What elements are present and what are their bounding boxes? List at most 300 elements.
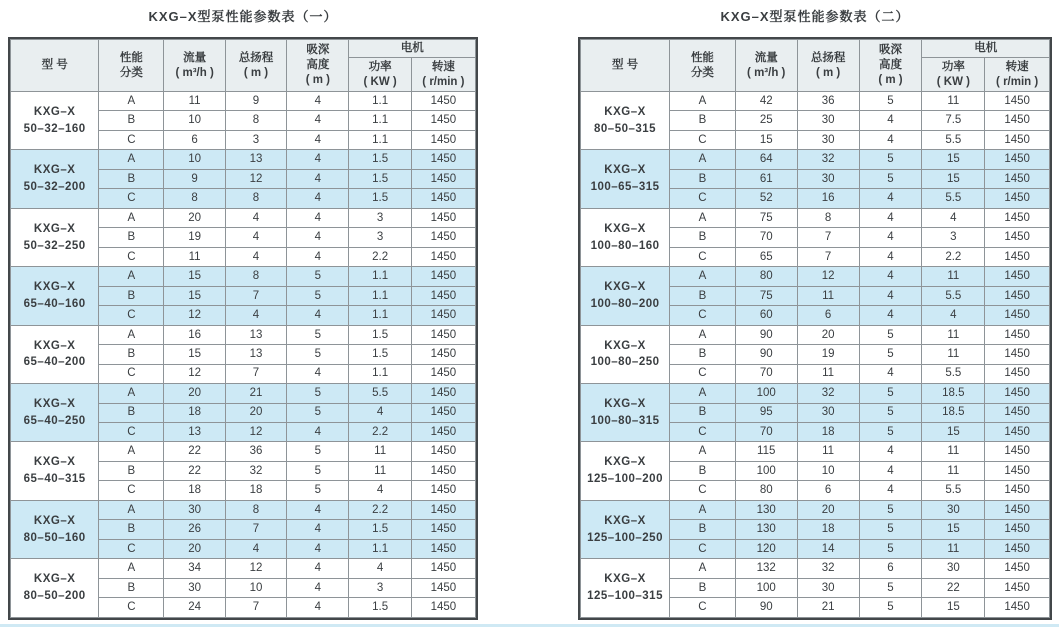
data-row: [581, 92, 1050, 111]
model-cell: [11, 208, 99, 266]
suction-depth-cell: 5: [287, 461, 349, 480]
motor-speed-cell: 1450: [411, 267, 475, 286]
suction-depth-cell: 5: [859, 500, 922, 519]
model-cell-line: KXG–X: [604, 456, 646, 469]
data-row: [11, 208, 476, 227]
perf-class-cell: B: [670, 345, 736, 364]
header-flow-line: 流量: [754, 51, 778, 64]
perf-class-cell: A: [670, 267, 736, 286]
motor-speed-cell: 1450: [411, 189, 475, 208]
data-row: [581, 500, 1050, 519]
suction-depth-cell: 5: [287, 384, 349, 403]
data-row: [11, 150, 476, 169]
motor-power-cell: 11: [349, 461, 411, 480]
motor-power-cell: 5.5: [922, 364, 985, 383]
motor-power-cell: 5.5: [922, 189, 985, 208]
flow-cell: 10: [164, 111, 225, 130]
motor-power-cell: 1.1: [349, 111, 411, 130]
motor-speed-cell: 1450: [411, 228, 475, 247]
perf-class-cell: C: [99, 306, 164, 325]
header-motor: 电机: [349, 40, 476, 58]
motor-power-cell: 2.2: [349, 500, 411, 519]
data-row: [581, 267, 1050, 286]
header-motor-power-line: 功率: [368, 60, 392, 73]
suction-depth-cell: 5: [287, 481, 349, 500]
motor-speed-cell: 1450: [411, 520, 475, 539]
motor-power-cell: 5.5: [922, 286, 985, 305]
header-perf-class-line: 分类: [119, 66, 143, 79]
header-suction-depth-line: 吸深: [306, 44, 330, 57]
flow-cell: 130: [735, 520, 797, 539]
motor-power-cell: 1.1: [349, 306, 411, 325]
flow-cell: 24: [164, 598, 225, 618]
table-body: [11, 92, 476, 618]
flow-cell: 75: [735, 208, 797, 227]
total-head-cell: 18: [797, 422, 859, 441]
motor-speed-cell: 1450: [411, 559, 475, 578]
model-cell: [581, 267, 670, 325]
suction-depth-cell: 4: [287, 150, 349, 169]
motor-power-cell: 15: [922, 150, 985, 169]
header-total-head-line: ( m ): [243, 66, 269, 79]
header-motor-power-line: ( KW ): [363, 75, 397, 88]
model-cell-line: 65–40–160: [23, 297, 86, 310]
perf-class-cell: C: [99, 130, 164, 149]
model-cell-line: KXG–X: [604, 339, 646, 352]
motor-speed-cell: 1450: [985, 403, 1050, 422]
motor-power-cell: 18.5: [922, 384, 985, 403]
flow-cell: 10: [164, 150, 225, 169]
total-head-cell: 9: [225, 92, 286, 111]
motor-speed-cell: 1450: [985, 461, 1050, 480]
perf-class-cell: A: [670, 150, 736, 169]
perf-class-cell: A: [99, 267, 164, 286]
motor-speed-cell: 1450: [985, 286, 1050, 305]
perf-class-cell: C: [670, 306, 736, 325]
flow-cell: 61: [735, 169, 797, 188]
perf-class-cell: A: [99, 325, 164, 344]
perf-class-cell: B: [670, 578, 736, 597]
perf-class-cell: C: [670, 598, 736, 618]
perf-class-cell: B: [99, 520, 164, 539]
header-motor-speed-line: 转速: [1005, 60, 1029, 73]
suction-depth-cell: 4: [287, 111, 349, 130]
header-total-head: [225, 40, 286, 92]
data-row: [581, 208, 1050, 227]
motor-speed-cell: 1450: [985, 130, 1050, 149]
perf-class-cell: B: [670, 461, 736, 480]
motor-power-cell: 5.5: [922, 130, 985, 149]
header-motor-power-line: 功率: [941, 60, 965, 73]
suction-depth-cell: 4: [859, 228, 922, 247]
model-cell: [11, 150, 99, 208]
suction-depth-cell: 4: [287, 169, 349, 188]
total-head-cell: 7: [797, 228, 859, 247]
motor-power-cell: 2.2: [349, 422, 411, 441]
suction-depth-cell: 4: [287, 539, 349, 558]
suction-depth-cell: 5: [859, 403, 922, 422]
suction-depth-cell: 5: [287, 267, 349, 286]
header-model: 型 号: [581, 40, 670, 92]
suction-depth-cell: 5: [287, 286, 349, 305]
total-head-cell: 30: [797, 169, 859, 188]
header-perf-class: [670, 40, 736, 92]
header-model: 型 号: [11, 40, 99, 92]
motor-power-cell: 11: [349, 442, 411, 461]
motor-speed-cell: 1450: [411, 286, 475, 305]
flow-cell: 19: [164, 228, 225, 247]
model-cell-line: KXG–X: [604, 514, 646, 527]
perf-class-cell: B: [99, 461, 164, 480]
total-head-cell: 7: [225, 286, 286, 305]
model-cell: [581, 500, 670, 558]
total-head-cell: 8: [225, 500, 286, 519]
suction-depth-cell: 4: [287, 520, 349, 539]
model-cell: [581, 208, 670, 266]
header-suction-depth: [287, 40, 349, 92]
motor-power-cell: 4: [349, 403, 411, 422]
motor-speed-cell: 1450: [411, 403, 475, 422]
motor-speed-cell: 1450: [985, 422, 1050, 441]
perf-class-cell: B: [99, 403, 164, 422]
suction-depth-cell: 4: [287, 500, 349, 519]
suction-depth-cell: 4: [859, 130, 922, 149]
perf-class-cell: C: [99, 364, 164, 383]
motor-speed-cell: 1450: [985, 442, 1050, 461]
motor-power-cell: 4: [349, 481, 411, 500]
motor-speed-cell: 1450: [411, 578, 475, 597]
suction-depth-cell: 4: [287, 247, 349, 266]
suction-depth-cell: 5: [859, 92, 922, 111]
flow-cell: 13: [164, 422, 225, 441]
motor-speed-cell: 1450: [985, 481, 1050, 500]
data-row: [11, 384, 476, 403]
motor-speed-cell: 1450: [985, 189, 1050, 208]
total-head-cell: 20: [225, 403, 286, 422]
flow-cell: 12: [164, 306, 225, 325]
total-head-cell: 12: [225, 559, 286, 578]
motor-speed-cell: 1450: [985, 169, 1050, 188]
motor-speed-cell: 1450: [985, 520, 1050, 539]
motor-speed-cell: 1450: [985, 267, 1050, 286]
motor-power-cell: 1.1: [349, 92, 411, 111]
total-head-cell: 7: [225, 520, 286, 539]
motor-speed-cell: 1450: [985, 384, 1050, 403]
header-motor-speed-line: ( r/min ): [996, 75, 1039, 88]
total-head-cell: 32: [225, 461, 286, 480]
flow-cell: 15: [735, 130, 797, 149]
flow-cell: 15: [164, 345, 225, 364]
motor-speed-cell: 1450: [411, 150, 475, 169]
flow-cell: 9: [164, 169, 225, 188]
flow-cell: 95: [735, 403, 797, 422]
header-flow-line: 流量: [183, 51, 207, 64]
motor-power-cell: 30: [922, 559, 985, 578]
model-cell: [581, 150, 670, 208]
model-cell-line: KXG–X: [33, 106, 76, 119]
total-head-cell: 32: [797, 150, 859, 169]
perf-class-cell: A: [670, 92, 736, 111]
pump-parameter-table: [580, 39, 1050, 618]
model-cell-line: 80–50–315: [594, 122, 657, 135]
header-motor-power: [349, 58, 411, 92]
header-perf-class-line: 分类: [690, 66, 714, 79]
perf-class-cell: A: [670, 325, 736, 344]
pump-parameter-table: [10, 39, 476, 618]
suction-depth-cell: 5: [287, 403, 349, 422]
model-cell: [581, 442, 670, 500]
total-head-cell: 10: [225, 578, 286, 597]
motor-speed-cell: 1450: [985, 208, 1050, 227]
motor-speed-cell: 1450: [411, 130, 475, 149]
flow-cell: 80: [735, 267, 797, 286]
model-cell: [11, 442, 99, 500]
total-head-cell: 32: [797, 384, 859, 403]
flow-cell: 26: [164, 520, 225, 539]
motor-speed-cell: 1450: [985, 598, 1050, 618]
model-cell-line: KXG–X: [33, 164, 76, 177]
motor-speed-cell: 1450: [411, 208, 475, 227]
total-head-cell: 30: [797, 111, 859, 130]
motor-power-cell: 7.5: [922, 111, 985, 130]
motor-power-cell: 5.5: [922, 481, 985, 500]
flow-cell: 18: [164, 403, 225, 422]
perf-class-cell: B: [670, 228, 736, 247]
header-motor-power-line: ( KW ): [936, 75, 970, 88]
model-cell: [11, 500, 99, 558]
flow-cell: 100: [735, 384, 797, 403]
perf-class-cell: C: [670, 422, 736, 441]
total-head-cell: 36: [225, 442, 286, 461]
total-head-cell: 4: [225, 247, 286, 266]
suction-depth-cell: 4: [287, 422, 349, 441]
total-head-cell: 21: [797, 598, 859, 618]
suction-depth-cell: 4: [859, 111, 922, 130]
suction-depth-cell: 5: [287, 325, 349, 344]
model-cell-line: 125–100–250: [587, 531, 663, 544]
data-row: [11, 559, 476, 578]
data-row: [581, 150, 1050, 169]
suction-depth-cell: 5: [859, 384, 922, 403]
total-head-cell: 13: [225, 150, 286, 169]
total-head-cell: 16: [797, 189, 859, 208]
flow-cell: 75: [735, 286, 797, 305]
flow-cell: 100: [735, 578, 797, 597]
header-suction-depth-line: 吸深: [879, 44, 902, 57]
motor-speed-cell: 1450: [985, 150, 1050, 169]
perf-class-cell: C: [99, 539, 164, 558]
motor-power-cell: 2.2: [349, 247, 411, 266]
motor-power-cell: 1.5: [349, 325, 411, 344]
flow-cell: 42: [735, 92, 797, 111]
perf-class-cell: C: [99, 189, 164, 208]
total-head-cell: 21: [225, 384, 286, 403]
flow-cell: 70: [735, 228, 797, 247]
flow-cell: 90: [735, 325, 797, 344]
flow-cell: 65: [735, 247, 797, 266]
motor-power-cell: 1.1: [349, 364, 411, 383]
motor-speed-cell: 1450: [411, 500, 475, 519]
model-cell: [581, 384, 670, 442]
motor-power-cell: 1.1: [349, 130, 411, 149]
total-head-cell: 20: [797, 500, 859, 519]
perf-class-cell: A: [99, 208, 164, 227]
suction-depth-cell: 4: [859, 286, 922, 305]
header-total-head-line: 总扬程: [810, 51, 846, 64]
perf-class-cell: B: [670, 520, 736, 539]
motor-power-cell: 3: [349, 228, 411, 247]
motor-speed-cell: 1450: [411, 598, 475, 618]
model-cell-line: 50–32–160: [23, 122, 86, 135]
motor-speed-cell: 1450: [985, 578, 1050, 597]
motor-speed-cell: 1450: [985, 364, 1050, 383]
flow-cell: 20: [164, 384, 225, 403]
perf-class-cell: A: [99, 384, 164, 403]
motor-power-cell: 1.5: [349, 169, 411, 188]
motor-power-cell: 1.5: [349, 150, 411, 169]
header-total-head-line: ( m ): [815, 66, 841, 79]
model-cell-line: KXG–X: [604, 164, 646, 177]
header-suction-depth-line: ( m ): [305, 73, 330, 86]
perf-class-cell: A: [670, 559, 736, 578]
motor-speed-cell: 1450: [411, 422, 475, 441]
flow-cell: 11: [164, 247, 225, 266]
perf-class-cell: C: [99, 598, 164, 618]
suction-depth-cell: 4: [287, 559, 349, 578]
motor-power-cell: 11: [922, 92, 985, 111]
suction-depth-cell: 4: [859, 461, 922, 480]
flow-cell: 90: [735, 345, 797, 364]
total-head-cell: 7: [797, 247, 859, 266]
total-head-cell: 12: [797, 267, 859, 286]
header-suction-depth-line: ( m ): [878, 73, 903, 86]
model-cell: [11, 559, 99, 618]
flow-cell: 132: [735, 559, 797, 578]
motor-power-cell: 5.5: [349, 384, 411, 403]
motor-power-cell: 1.1: [349, 539, 411, 558]
perf-class-cell: B: [670, 403, 736, 422]
table-header: [581, 40, 1050, 92]
total-head-cell: 18: [225, 481, 286, 500]
motor-speed-cell: 1450: [985, 539, 1050, 558]
model-cell: [581, 559, 670, 618]
perf-class-cell: C: [670, 130, 736, 149]
model-cell-line: 100–80–250: [590, 356, 660, 369]
suction-depth-cell: 4: [859, 208, 922, 227]
flow-cell: 22: [164, 442, 225, 461]
suction-depth-cell: 4: [287, 130, 349, 149]
motor-power-cell: 18.5: [922, 403, 985, 422]
flow-cell: 90: [735, 598, 797, 618]
total-head-cell: 8: [225, 111, 286, 130]
model-cell-line: 65–40–315: [23, 473, 86, 486]
suction-depth-cell: 4: [287, 578, 349, 597]
total-head-cell: 11: [797, 364, 859, 383]
suction-depth-cell: 5: [859, 422, 922, 441]
header-total-head-line: 总扬程: [238, 51, 274, 64]
total-head-cell: 4: [225, 208, 286, 227]
total-head-cell: 4: [225, 539, 286, 558]
header-motor: 电机: [922, 40, 1050, 58]
total-head-cell: 18: [797, 520, 859, 539]
motor-power-cell: 1.1: [349, 286, 411, 305]
suction-depth-cell: 5: [859, 150, 922, 169]
model-cell: [11, 267, 99, 325]
perf-class-cell: C: [670, 364, 736, 383]
flow-cell: 20: [164, 208, 225, 227]
perf-class-cell: C: [99, 422, 164, 441]
perf-class-cell: A: [99, 92, 164, 111]
model-cell: [11, 325, 99, 383]
total-head-cell: 4: [225, 306, 286, 325]
flow-cell: 130: [735, 500, 797, 519]
perf-class-cell: B: [99, 228, 164, 247]
total-head-cell: 12: [225, 169, 286, 188]
suction-depth-cell: 5: [859, 169, 922, 188]
data-row: [11, 92, 476, 111]
perf-class-cell: B: [99, 169, 164, 188]
motor-power-cell: 11: [922, 267, 985, 286]
suction-depth-cell: 4: [859, 189, 922, 208]
total-head-cell: 19: [797, 345, 859, 364]
suction-depth-cell: 4: [287, 208, 349, 227]
flow-cell: 70: [735, 422, 797, 441]
perf-class-cell: A: [670, 384, 736, 403]
perf-class-cell: C: [670, 481, 736, 500]
perf-class-cell: C: [99, 247, 164, 266]
suction-depth-cell: 4: [859, 481, 922, 500]
data-row: [581, 384, 1050, 403]
total-head-cell: 13: [225, 325, 286, 344]
header-flow: [735, 40, 797, 92]
perf-class-cell: A: [670, 442, 736, 461]
perf-class-cell: B: [99, 578, 164, 597]
total-head-cell: 3: [225, 130, 286, 149]
suction-depth-cell: 4: [859, 267, 922, 286]
model-cell-line: KXG–X: [33, 456, 76, 469]
suction-depth-cell: 4: [287, 364, 349, 383]
motor-power-cell: 11: [922, 345, 985, 364]
model-cell: [581, 325, 670, 383]
model-cell-line: KXG–X: [33, 398, 76, 411]
total-head-cell: 30: [797, 578, 859, 597]
flow-cell: 115: [735, 442, 797, 461]
motor-speed-cell: 1450: [985, 247, 1050, 266]
flow-cell: 8: [164, 189, 225, 208]
header-motor-power: [922, 58, 985, 92]
motor-power-cell: 11: [922, 442, 985, 461]
header-perf-class-line: 性能: [690, 51, 714, 64]
model-cell-line: 100–80–315: [590, 414, 660, 427]
motor-power-cell: 3: [922, 228, 985, 247]
motor-power-cell: 15: [922, 598, 985, 618]
model-cell-line: KXG–X: [33, 339, 76, 352]
suction-depth-cell: 5: [859, 539, 922, 558]
total-head-cell: 14: [797, 539, 859, 558]
table-one-title: KXG–X型泵性能参数表（一）: [148, 9, 338, 24]
motor-power-cell: 15: [922, 422, 985, 441]
total-head-cell: 36: [797, 92, 859, 111]
motor-power-cell: 15: [922, 520, 985, 539]
suction-depth-cell: 4: [287, 92, 349, 111]
header-suction-depth: [859, 40, 922, 92]
total-head-cell: 11: [797, 442, 859, 461]
data-row: [581, 325, 1050, 344]
motor-speed-cell: 1450: [411, 461, 475, 480]
data-row: [11, 325, 476, 344]
suction-depth-cell: 5: [859, 325, 922, 344]
motor-speed-cell: 1450: [411, 539, 475, 558]
